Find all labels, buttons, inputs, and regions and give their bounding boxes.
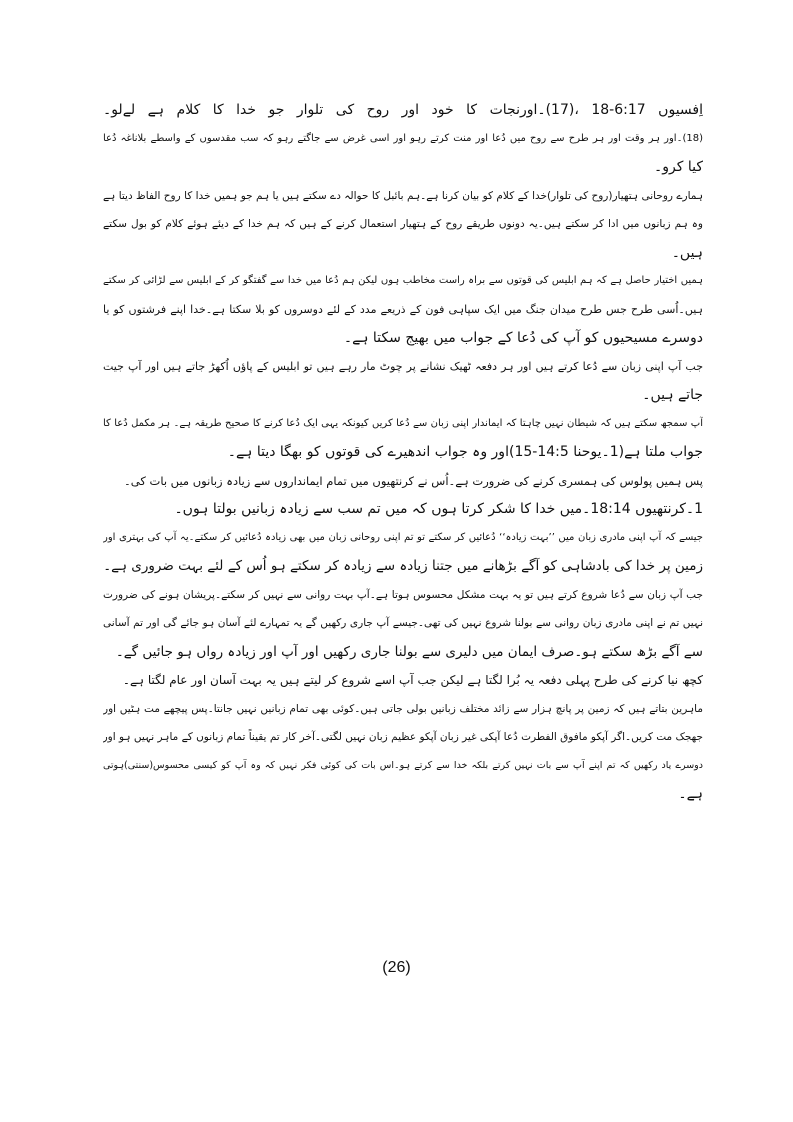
text-line: جیسے کہ آپ اپنی مادری زبان میں ’’بہت زیادہ‘‘ دُعائیں کر سکتے تو تم اپنی روحانی زبان میں بھی زیادہ دُعائیں کر سکتے۔یہ آپ کی بہتری اور: [103, 531, 703, 543]
text-line: ہمیں اختیار حاصل ہے کہ ہم ابلیس کی قوتوں سے براہ راست مخاطب ہوں لیکن ہم دُعا میں خدا سے گفتگو کر کے ابلیس سے لڑائی کر سکتے: [103, 275, 703, 286]
text-line: جاتے ہیں۔: [642, 387, 703, 403]
text-line: 1۔کرنتھیوں 18:14۔میں خدا کا شکر کرتا ہوں کہ میں تم سب سے زیادہ زبانیں بولتا ہوں۔: [174, 501, 703, 517]
text-line: جب آپ اپنی زبان سے دُعا کرتے ہیں اور ہر دفعہ ٹھیک نشانے پر چوٹ مار رہے ہیں تو ابلیس کے پاؤں اُکھڑ جاتے ہیں اور آپ جیت: [103, 359, 703, 373]
text-line: جواب ملتا ہے(1۔یوحنا 14:5-15)اور وہ جواب اندھیرے کی قوتوں کو بھگا دیتا ہے۔: [227, 444, 703, 460]
text-line: ہمارے روحانی ہتھیار(روح کی تلوار)خدا کے کلام کو بیان کرنا ہے۔ہم بائبل کا حوالہ دے سکتے ہیں یا ہم جو ہمیں خدا کا روح الفاظ دیتا ہے: [103, 189, 703, 202]
text-line: ہیں۔اُسی طرح جس طرح میدان جنگ میں ایک سپاہی فون کے ذریعے مدد کے لئے دوسروں کو بلا سکتا ہے۔خدا اپنے فرشتوں کو یا: [103, 302, 703, 316]
text-line: جب آپ زبان سے دُعا شروع کرتے ہیں تو یہ بہت مشکل محسوس ہوتا ہے۔آپ بہت روانی سے نہیں کر سکتے۔پریشان ہونے کی ضرورت: [103, 588, 703, 601]
text-line: ہیں۔: [671, 244, 703, 261]
text-line: ماہرین بتاتے ہیں کہ زمین پر پانچ ہزار سے زائد مختلف زبانیں بولی جاتی ہیں۔کوئی بھی تمام زبانیں نہیں جانتا۔پس پیچھے مت ہٹیں اور: [103, 702, 703, 715]
page-number: (26): [382, 959, 411, 976]
body-text: [103, 96, 703, 809]
text-line: ہے۔: [678, 786, 703, 802]
text-line: آپ سمجھ سکتے ہیں کہ شیطان نہیں چاہتا کہ ایماندار اپنی زبان سے دُعا کریں کیونکہ یہی ایک دُعا کرنے کا صحیح طریقہ ہے۔ ہر مکمل دُعا کا: [103, 417, 703, 429]
text-line: اِفسیوں 6:17-18 ،(17)۔اورنجات کا خود اور روح کی تلوار جو خدا کا کلام ہے لےلو۔: [103, 102, 703, 118]
text-line: کچھ نیا کرنے کی طرح پہلی دفعہ یہ بُرا لگتا ہے لیکن جب آپ اسے شروع کر لیتے ہیں یہ بہت آسان اور عام لگتا ہے۔: [122, 673, 703, 687]
text-line: سے آگے بڑھ سکتے ہو۔صرف ایمان میں دلیری سے بولنا جاری رکھیں اور آپ اور زیادہ رواں ہو جائیں گے۔: [115, 643, 703, 660]
text-line: پس ہمیں پولوس کی ہمسری کرنے کی ضرورت ہے۔اُس نے کرنتھیوں میں تمام ایمانداروں سے زیادہ زبانوں میں بات کی۔: [124, 473, 703, 488]
text-line: وہ ہم زبانوں میں ادا کر سکتے ہیں۔یہ دونوں طریقے روح کے ہتھیار استعمال کرنے کے ہیں کہ ہم خدا کے دیئے ہوئے کلام کو بول سکتے: [103, 218, 703, 230]
text-line: نہیں تم نے اپنی مادری زبان روانی سے بولنا شروع نہیں کی تھی۔جیسے آپ جاری رکھیں گے یہ تمہارے لئے آسان ہو جائے گی اور تم آسانی: [103, 617, 703, 629]
text-line: دوسرے مسیحیوں کو آپ کی دُعا کے جواب میں بھیج سکتا ہے۔: [343, 330, 703, 346]
text-line: دوسرے یاد رکھیں کہ تم اپنے آپ سے بات نہیں کرتے بلکہ خدا سے کرتے ہو۔اس بات کی کوئی فکر نہیں کہ وہ آپ کو کیسی محسوس(سنتی)ہوتی: [103, 759, 703, 771]
text-line: (18)۔اور ہر وقت اور ہر طرح سے روح میں دُعا اور منت کرتے رہو اور اسی غرض سے جاگتے رہو کہ سب مقدسوں کے واسطے بلاناغہ دُعا: [103, 132, 703, 144]
text-line: کیا کرو۔: [654, 159, 703, 175]
text-line: زمین پر خدا کی بادشاہی کو آگے بڑھانے میں جتنا زیادہ سے زیادہ کر سکتے ہو اُس کے لئے بہت ضروری ہے۔: [103, 558, 703, 574]
text-line: جھجک مت کریں۔اگر آپکو مافوق الفطرت دُعا آپکی غیر زبان آپکو عظیم زبان نہیں لگتی۔آخر کار تم یقیناً تمام زبانوں کے ماہر نہیں ہو اور: [103, 731, 703, 743]
